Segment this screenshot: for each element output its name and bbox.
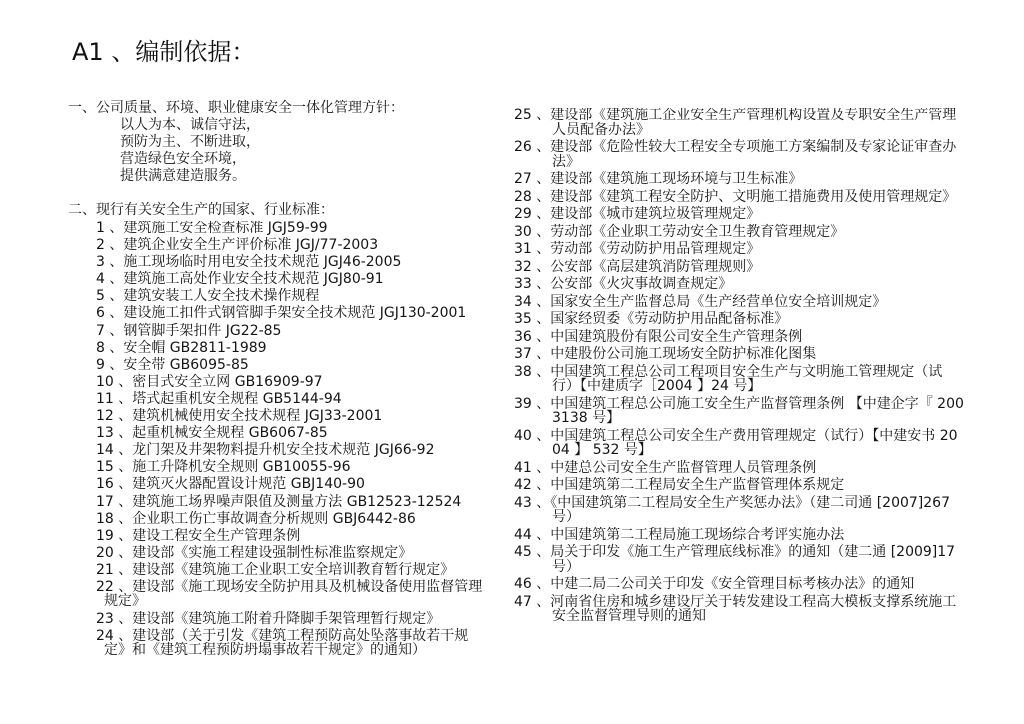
standard-item xyxy=(96,306,511,321)
standard-text: 17 、建筑施工场界噪声限值及测量方法 GB12523-12524 xyxy=(96,493,462,510)
policy-line: 预防为主、不断进取， xyxy=(120,134,260,150)
standard-text: 19 、建设工程安全生产管理条例 xyxy=(96,527,301,544)
standard-item xyxy=(514,190,1014,205)
standard-item xyxy=(96,529,511,544)
standard-text: 39 、中国建筑工程总公司施工安全生产监督管理条例 【中建企字『 200 xyxy=(514,395,964,412)
standard-text: 2 、建筑企业安全生产评价标准 JGJ/77-2003 xyxy=(96,237,379,254)
standard-text-continued: 安全监督管理导则的通知 xyxy=(552,608,706,624)
standard-item xyxy=(96,580,511,609)
standard-item xyxy=(96,612,511,627)
standard-item xyxy=(96,629,511,658)
standard-text: 6 、建设施工扣件式钢管脚手架安全技术规范 JGJ130-2001 xyxy=(96,305,467,322)
standard-text: 11 、塔式起重机安全规程 GB5144-94 xyxy=(96,390,342,407)
standards-list-right xyxy=(514,108,1014,627)
standard-item xyxy=(96,272,511,287)
standard-item xyxy=(96,443,511,458)
standard-text: 33 、公安部《火灾事故调查规定》 xyxy=(514,276,733,292)
standard-text: 34 、国家安全生产监督总局《生产经营单位安全培训规定》 xyxy=(514,293,887,310)
standard-item xyxy=(514,478,1014,493)
standard-text: 20 、建设部《实施工程建设强制性标准监察规定》 xyxy=(96,544,413,561)
standard-item xyxy=(96,426,511,441)
standard-item xyxy=(96,477,511,492)
standard-item xyxy=(96,255,511,270)
standard-item xyxy=(514,108,1014,137)
standard-text: 30 、劳动部《企业职工劳动安全卫生教育管理规定》 xyxy=(514,223,845,240)
standard-text: 41 、中建总公司安全生产监督管理人员管理条例 xyxy=(514,459,817,476)
standard-item xyxy=(96,289,511,304)
standard-text: 24 、建设部（关于引发《建筑工程预防高处坠落事故若干规 xyxy=(96,627,469,644)
standard-text: 42 、中国建筑第二工程局安全生产监督管理体系规定 xyxy=(514,477,845,493)
standard-item xyxy=(514,461,1014,476)
standard-text: 44 、中国建筑第二工程局施工现场综合考评实施办法 xyxy=(514,526,845,543)
standard-text: 1 、建筑施工安全检查标准 JGJ59-99 xyxy=(96,221,328,236)
standard-item xyxy=(514,429,1014,458)
standard-text-continued: 号） xyxy=(552,558,580,575)
standard-text: 23 、建设部《建筑施工附着升降脚手架管理暂行规定》 xyxy=(96,610,441,627)
standard-text: 14 、龙门架及井架物料提升机安全技术规范 JGJ66-92 xyxy=(96,442,435,459)
standard-item xyxy=(96,375,511,390)
standard-item xyxy=(514,595,1014,624)
standard-text: 32 、公安部《高层建筑消防管理规则》 xyxy=(514,258,761,275)
policy-line: 提供满意建造服务。 xyxy=(120,168,246,184)
standard-item xyxy=(96,512,511,527)
standard-item xyxy=(514,347,1014,362)
standard-item xyxy=(514,225,1014,240)
standard-text: 28 、建设部《建筑工程安全防护、文明施工措施费用及使用管理规定》 xyxy=(514,188,957,205)
standard-text: 27 、建设部《建筑施工现场环境与卫生标准》 xyxy=(514,171,803,187)
policy-heading: 一、公司质量、环境、职业健康安全一体化管理方针： xyxy=(68,100,404,116)
standard-text: 36 、中国建筑股份有限公司安全生产管理条例 xyxy=(514,328,803,345)
standards-list-left xyxy=(96,221,511,660)
standard-item xyxy=(514,528,1014,543)
standard-text: 31 、劳动部《劳动防护用品管理规定》 xyxy=(514,241,761,257)
standard-text: 29 、建设部《城市建筑垃圾管理规定》 xyxy=(514,206,761,222)
standard-item xyxy=(96,392,511,407)
standard-text: 3 、施工现场临时用电安全技术规范 JGJ46-2005 xyxy=(96,254,402,271)
standard-text: 47 、河南省住房和城乡建设厅关于转发建设工程高大模板支撑系统施工 xyxy=(514,593,957,610)
standard-item xyxy=(96,409,511,424)
standard-item xyxy=(514,207,1014,222)
standard-text: 46 、中建二局二公司关于印发《安全管理目标考核办法》的通知 xyxy=(514,576,915,592)
standard-text: 35 、国家经贸委《劳动防护用品配备标准》 xyxy=(514,311,789,327)
page-title: A1 、编制依据： xyxy=(72,38,256,66)
standard-item xyxy=(96,221,511,236)
standard-item xyxy=(96,495,511,510)
standard-text-continued: 法》 xyxy=(552,153,580,170)
standard-text-continued: 3138 号】 xyxy=(552,410,621,426)
standard-text: 8 、安全帽 GB2811-1989 xyxy=(96,339,267,356)
standard-text: 37 、中建股份公司施工现场安全防护标准化图集 xyxy=(514,346,817,362)
standard-text: 13 、起重机械安全规程 GB6067-85 xyxy=(96,425,328,442)
standard-item xyxy=(514,577,1014,592)
standard-text-continued: 人员配备办法》 xyxy=(552,121,650,138)
standard-item xyxy=(514,295,1014,310)
standard-text: 12 、建筑机械使用安全技术规程 JGJ33-2001 xyxy=(96,408,383,425)
standard-text: 43 、《中国建筑第二工程局安全生产奖惩办法》（建二司通 [2007]267 xyxy=(514,494,950,511)
standard-text: 16 、建筑灭火器配置设计规范 GBJ140-90 xyxy=(96,476,365,493)
standard-item xyxy=(96,358,511,373)
standard-text: 4 、建筑施工高处作业安全技术规范 JGJ80-91 xyxy=(96,271,384,288)
standard-text-continued: 定》和《建筑工程预防坍塌事故若干规定》的通知） xyxy=(104,642,426,659)
standards-heading: 二、现行有关安全生产的国家、行业标准： xyxy=(68,202,334,218)
standard-text: 7 、钢管脚手架扣件 JG22-85 xyxy=(96,322,282,339)
standard-text-continued: 行）【中建质字［2004 】24 号】 xyxy=(552,378,762,394)
standard-item xyxy=(514,277,1014,292)
standard-text: 25 、建设部《建筑施工企业安全生产管理机构设置及专职安全生产管理 xyxy=(514,108,957,123)
standard-item xyxy=(96,460,511,475)
standard-item xyxy=(514,330,1014,345)
standard-text: 45 、局关于印发《施工生产管理底线标准》的通知（建二通 [2009]17 xyxy=(514,544,956,560)
standard-text-continued: 号） xyxy=(552,509,580,525)
standard-text: 9 、安全带 GB6095-85 xyxy=(96,356,249,373)
standard-item xyxy=(514,397,1014,426)
standard-item xyxy=(96,238,511,253)
standard-text-continued: 规定》 xyxy=(104,593,146,610)
standard-text: 5 、建筑安装工人安全技术操作规程 xyxy=(96,288,320,305)
standard-item xyxy=(96,341,511,356)
policy-line: 以人为本、诚信守法， xyxy=(120,117,260,133)
standard-item xyxy=(514,365,1014,394)
standard-text: 26 、建设部《危险性较大工程安全专项施工方案编制及专家论证审查办 xyxy=(514,139,957,155)
standard-item xyxy=(514,545,1014,574)
standard-item xyxy=(514,496,1014,525)
standard-text: 15 、施工升降机安全规则 GB10055-96 xyxy=(96,459,351,476)
standard-text-continued: 04 】 532 号】 xyxy=(552,442,652,458)
standard-item xyxy=(96,546,511,561)
standard-item xyxy=(96,563,511,578)
policy-line: 营造绿色安全环境， xyxy=(120,151,246,167)
standard-item xyxy=(514,140,1014,169)
standard-text: 10 、密目式安全立网 GB16909-97 xyxy=(96,373,323,390)
standard-text: 22 、建设部《施工现场安全防护用具及机械设备使用监督管理 xyxy=(96,578,483,595)
standard-text: 38 、中国建筑工程总公司工程项目安全生产与文明施工管理规定（试 xyxy=(514,363,943,380)
standard-text: 18 、企业职工伤亡事故调查分析规则 GBJ6442-86 xyxy=(96,510,416,527)
standard-text: 40 、中国建筑工程总公司安全生产费用管理规定（试行）【中建安书 20 xyxy=(514,427,958,444)
standard-item xyxy=(96,324,511,339)
standard-item xyxy=(514,172,1014,187)
policy-lines xyxy=(120,118,260,186)
standard-text: 21 、建设部《建筑施工企业职工安全培训教育暂行规定》 xyxy=(96,561,455,578)
standard-item xyxy=(514,242,1014,257)
standard-item xyxy=(514,260,1014,275)
standard-item xyxy=(514,312,1014,327)
